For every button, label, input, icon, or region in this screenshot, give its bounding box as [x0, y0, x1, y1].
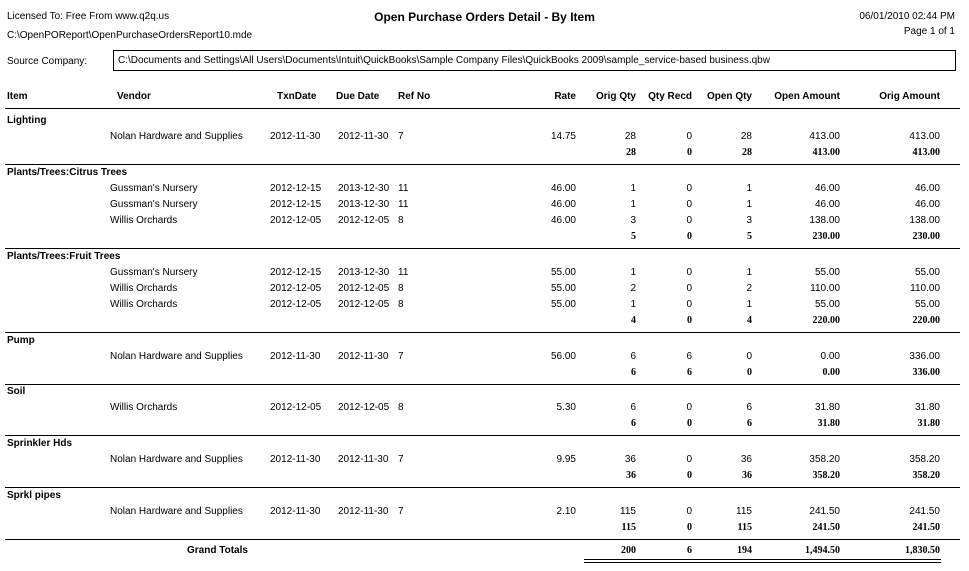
database-path: C:\OpenPOReport\OpenPurchaseOrdersReport10.mde: [7, 30, 253, 41]
item-name: Pump: [7, 335, 35, 346]
cell-ref: 11: [398, 267, 409, 278]
item-group-title: [0, 490, 969, 504]
cell-rq: 0: [686, 215, 692, 226]
cell-opq: 1: [746, 183, 752, 194]
cell-oq: 28: [624, 131, 636, 142]
total-oa: 0.00: [822, 367, 840, 378]
cell-rq: 0: [686, 183, 692, 194]
cell-ref: 7: [398, 506, 404, 517]
grand-total-double-rule: [584, 559, 941, 560]
table-row: [0, 283, 969, 297]
total-ga: 220.00: [912, 315, 940, 326]
group-total-row: [0, 147, 969, 161]
cell-due: 2013-12-30: [338, 183, 390, 194]
item-group-title: [0, 167, 969, 181]
total-oa: 413.00: [812, 147, 840, 158]
cell-vendor: Nolan Hardware and Supplies: [110, 131, 243, 142]
item-name: Plants/Trees:Citrus Trees: [7, 167, 128, 178]
cell-due: 2012-11-30: [338, 506, 389, 517]
cell-rate: 55.00: [550, 299, 576, 310]
group-divider: [5, 384, 960, 385]
item-group-title: [0, 335, 969, 349]
cell-ref: 11: [398, 183, 409, 194]
cell-oq: 1: [630, 199, 636, 210]
col-openamount: Open Amount: [774, 91, 840, 102]
cell-vendor: Nolan Hardware and Supplies: [110, 506, 243, 517]
cell-txn: 2012-11-30: [270, 351, 321, 362]
cell-opq: 2: [746, 283, 752, 294]
table-row: [0, 199, 969, 213]
cell-txn: 2012-12-05: [270, 215, 322, 226]
cell-ref: 8: [398, 402, 404, 413]
cell-oq: 1: [630, 183, 636, 194]
cell-ref: 7: [398, 131, 404, 142]
cell-rq: 0: [686, 199, 692, 210]
cell-ga: 358.20: [909, 454, 940, 465]
cell-txn: 2012-12-15: [270, 199, 322, 210]
table-row: [0, 299, 969, 313]
cell-oq: 6: [630, 351, 636, 362]
total-opq: 4: [747, 315, 752, 326]
total-rq: 0: [687, 470, 692, 481]
item-group-title: [0, 438, 969, 452]
grand-totals-label: Grand Totals: [187, 545, 248, 556]
item-name: Sprkl pipes: [7, 490, 61, 501]
cell-rate: 46.00: [550, 215, 576, 226]
total-rq: 6: [687, 367, 692, 378]
cell-oq: 2: [630, 283, 636, 294]
table-row: [0, 131, 969, 145]
cell-rate: 46.00: [550, 199, 576, 210]
grand-oa: 1,494.50: [805, 545, 840, 556]
group-divider: [5, 435, 960, 436]
cell-due: 2012-11-30: [338, 351, 389, 362]
col-origqty: Orig Qty: [595, 91, 636, 102]
cell-oa: 358.20: [809, 454, 840, 465]
total-oa: 241.50: [812, 522, 840, 533]
item-name: Lighting: [7, 115, 47, 126]
cell-opq: 6: [746, 402, 752, 413]
cell-rate: 55.00: [550, 283, 576, 294]
cell-rq: 0: [686, 402, 692, 413]
cell-opq: 28: [740, 131, 752, 142]
total-ga: 230.00: [912, 231, 940, 242]
cell-ga: 31.80: [914, 402, 940, 413]
cell-opq: 1: [746, 199, 752, 210]
cell-rate: 55.00: [550, 267, 576, 278]
total-ga: 336.00: [912, 367, 940, 378]
source-company-field: C:\Documents and Settings\All Users\Documents\Intuit\QuickBooks\Sample Company Files\QuickBooks 2009\sample_service-based business.qbw: [113, 50, 956, 71]
cell-ref: 8: [398, 283, 404, 294]
total-oq: 6: [631, 367, 636, 378]
total-rq: 0: [687, 147, 692, 158]
total-oa: 31.80: [817, 418, 840, 429]
cell-rate: 14.75: [550, 131, 576, 142]
grand-total-double-rule: [584, 562, 941, 563]
total-oq: 36: [626, 470, 636, 481]
total-oq: 115: [621, 522, 636, 533]
col-duedate: Due Date: [336, 91, 380, 102]
report-title: Open Purchase Orders Detail - By Item: [374, 10, 595, 24]
cell-oq: 1: [630, 267, 636, 278]
item-group-title: [0, 251, 969, 265]
cell-due: 2012-11-30: [338, 131, 389, 142]
cell-ref: 8: [398, 299, 404, 310]
group-total-row: [0, 367, 969, 381]
grand-total-row: [0, 545, 969, 559]
cell-rate: 9.95: [556, 454, 576, 465]
cell-ref: 11: [398, 199, 409, 210]
cell-vendor: Gussman's Nursery: [110, 183, 198, 194]
group-total-row: [0, 418, 969, 432]
total-opq: 5: [747, 231, 752, 242]
cell-ga: 413.00: [909, 131, 940, 142]
cell-ga: 55.00: [914, 267, 940, 278]
cell-oa: 0.00: [820, 351, 840, 362]
col-refno: Ref No: [398, 91, 431, 102]
col-origamount: Orig Amount: [879, 91, 940, 102]
table-row: [0, 267, 969, 281]
cell-due: 2013-12-30: [338, 267, 390, 278]
item-group-title: [0, 115, 969, 129]
table-row: [0, 351, 969, 365]
cell-opq: 36: [740, 454, 752, 465]
item-name: Sprinkler Hds: [7, 438, 73, 449]
group-divider: [5, 487, 960, 488]
cell-opq: 0: [746, 351, 752, 362]
total-ga: 358.20: [912, 470, 940, 481]
table-row: [0, 454, 969, 468]
cell-rq: 0: [686, 506, 692, 517]
total-oq: 28: [626, 147, 636, 158]
cell-oq: 1: [630, 299, 636, 310]
cell-rate: 56.00: [550, 351, 576, 362]
source-company-label: Source Company:: [7, 56, 88, 67]
table-row: [0, 183, 969, 197]
cell-due: 2012-12-05: [338, 299, 390, 310]
total-opq: 6: [747, 418, 752, 429]
cell-txn: 2012-12-15: [270, 183, 322, 194]
cell-due: 2012-12-05: [338, 402, 390, 413]
total-ga: 241.50: [912, 522, 940, 533]
cell-vendor: Willis Orchards: [110, 402, 178, 413]
cell-ga: 336.00: [909, 351, 940, 362]
cell-txn: 2012-11-30: [270, 454, 321, 465]
cell-oa: 413.00: [809, 131, 840, 142]
cell-rate: 5.30: [556, 402, 576, 413]
total-oa: 220.00: [812, 315, 840, 326]
item-group-title: [0, 386, 969, 400]
cell-ref: 7: [398, 351, 404, 362]
total-oq: 4: [631, 315, 636, 326]
cell-oa: 110.00: [810, 283, 840, 294]
total-rq: 0: [687, 315, 692, 326]
grand-ga: 1,830.50: [905, 545, 940, 556]
cell-txn: 2012-12-05: [270, 283, 322, 294]
cell-vendor: Nolan Hardware and Supplies: [110, 454, 243, 465]
item-name: Plants/Trees:Fruit Trees: [7, 251, 121, 262]
cell-rate: 46.00: [550, 183, 576, 194]
cell-txn: 2012-11-30: [270, 131, 321, 142]
cell-ga: 241.50: [909, 506, 940, 517]
total-oq: 6: [631, 418, 636, 429]
col-qtyrecd: Qty Recd: [648, 91, 692, 102]
cell-vendor: Willis Orchards: [110, 299, 178, 310]
cell-txn: 2012-11-30: [270, 506, 321, 517]
cell-opq: 115: [736, 506, 752, 517]
cell-oa: 55.00: [814, 299, 840, 310]
cell-oa: 138.00: [809, 215, 840, 226]
total-rq: 0: [687, 522, 692, 533]
cell-ga: 55.00: [914, 299, 940, 310]
cell-oq: 6: [630, 402, 636, 413]
cell-rq: 6: [686, 351, 692, 362]
cell-ref: 8: [398, 215, 404, 226]
cell-vendor: Willis Orchards: [110, 215, 178, 226]
cell-rq: 0: [686, 299, 692, 310]
grand-oq: 200: [621, 545, 636, 556]
cell-oa: 31.80: [814, 402, 840, 413]
item-name: Soil: [7, 386, 26, 397]
cell-txn: 2012-12-05: [270, 299, 322, 310]
page-number: Page 1 of 1: [903, 26, 955, 37]
cell-ga: 138.00: [909, 215, 940, 226]
cell-opq: 1: [746, 299, 752, 310]
total-rq: 0: [687, 418, 692, 429]
cell-due: 2012-12-05: [338, 283, 390, 294]
cell-ga: 46.00: [914, 199, 940, 210]
cell-rq: 0: [686, 283, 692, 294]
group-total-row: [0, 522, 969, 536]
table-row: [0, 506, 969, 520]
cell-due: 2013-12-30: [338, 199, 390, 210]
cell-ref: 7: [398, 454, 404, 465]
cell-oa: 46.00: [814, 183, 840, 194]
col-txndate: TxnDate: [277, 91, 317, 102]
table-row: [0, 402, 969, 416]
total-oa: 230.00: [812, 231, 840, 242]
header-rule: [5, 108, 960, 109]
group-total-row: [0, 231, 969, 245]
group-divider: [5, 539, 960, 540]
group-divider: [5, 332, 960, 333]
total-oa: 358.20: [812, 470, 840, 481]
report-datetime: 06/01/2010 02:44 PM: [859, 11, 955, 22]
cell-vendor: Willis Orchards: [110, 283, 178, 294]
cell-rate: 2.10: [556, 506, 576, 517]
cell-oq: 3: [630, 215, 636, 226]
cell-txn: 2012-12-15: [270, 267, 322, 278]
group-divider: [5, 248, 960, 249]
group-total-row: [0, 315, 969, 329]
cell-ga: 110.00: [910, 283, 940, 294]
col-rate: Rate: [554, 91, 576, 102]
total-oq: 5: [631, 231, 636, 242]
cell-txn: 2012-12-05: [270, 402, 322, 413]
total-rq: 0: [687, 231, 692, 242]
group-divider: [5, 164, 960, 165]
cell-due: 2012-11-30: [338, 454, 389, 465]
total-ga: 413.00: [912, 147, 940, 158]
total-ga: 31.80: [917, 418, 940, 429]
cell-vendor: Nolan Hardware and Supplies: [110, 351, 243, 362]
cell-oq: 115: [620, 506, 636, 517]
cell-opq: 3: [746, 215, 752, 226]
table-row: [0, 215, 969, 229]
cell-ga: 46.00: [914, 183, 940, 194]
license-text: Licensed To: Free From www.q2q.us: [7, 11, 170, 22]
cell-oa: 46.00: [814, 199, 840, 210]
cell-oq: 36: [624, 454, 636, 465]
col-openqty: Open Qty: [706, 91, 752, 102]
cell-rq: 0: [686, 131, 692, 142]
cell-oa: 55.00: [814, 267, 840, 278]
total-opq: 36: [742, 470, 752, 481]
grand-opq: 194: [737, 545, 752, 556]
total-opq: 0: [747, 367, 752, 378]
col-item: Item: [7, 91, 28, 102]
total-opq: 28: [742, 147, 752, 158]
col-vendor: Vendor: [117, 91, 151, 102]
group-total-row: [0, 470, 969, 484]
cell-opq: 1: [746, 267, 752, 278]
cell-rq: 0: [686, 454, 692, 465]
total-opq: 115: [737, 522, 752, 533]
cell-vendor: Gussman's Nursery: [110, 199, 198, 210]
cell-oa: 241.50: [809, 506, 840, 517]
grand-rq: 6: [687, 545, 692, 556]
cell-vendor: Gussman's Nursery: [110, 267, 198, 278]
cell-due: 2012-12-05: [338, 215, 390, 226]
cell-rq: 0: [686, 267, 692, 278]
